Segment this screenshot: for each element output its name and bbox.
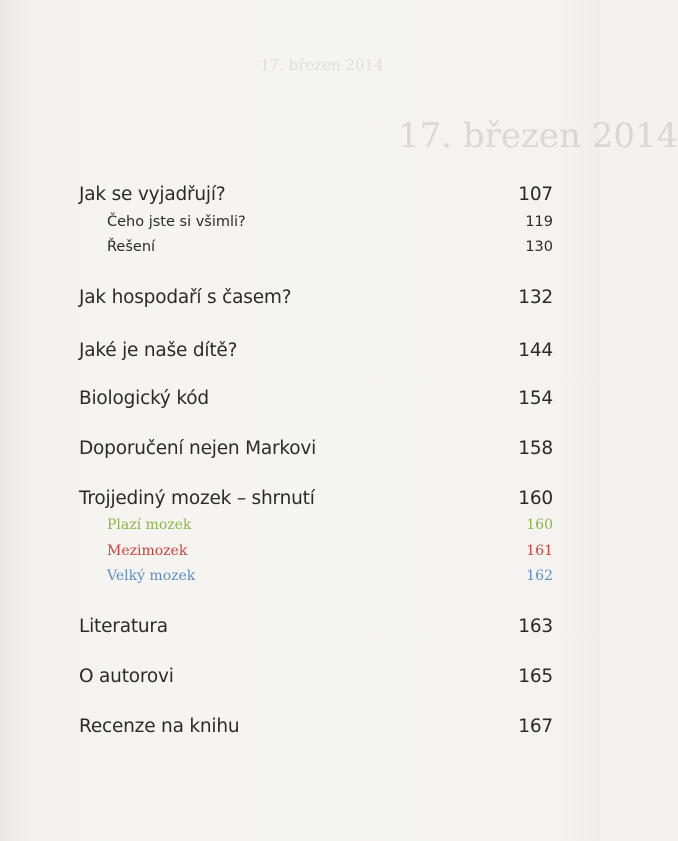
toc-entry [79, 340, 553, 361]
toc-entry-title: Doporučení nejen Markovi [79, 438, 317, 459]
toc-subentry-title: Velký mozek [107, 568, 196, 584]
toc-entry [79, 616, 553, 637]
toc-subentry-midbrain [107, 543, 553, 559]
toc-entry-title: Trojjediný mozek – shrnutí [79, 488, 315, 509]
toc-subentry-title: Mezimozek [107, 543, 188, 559]
toc-entry-page: 154 [518, 388, 553, 409]
toc-entry [79, 184, 553, 205]
toc-subentry-title: Čeho jste si všimli? [107, 214, 246, 230]
toc-subentry [107, 239, 553, 255]
toc-subentry-page: 161 [526, 543, 553, 559]
toc-entry-page: 165 [518, 666, 553, 687]
toc-entry-title: Jaké je naše dítě? [79, 340, 238, 361]
toc-entry [79, 438, 553, 459]
toc-entry-title: Literatura [79, 616, 168, 637]
toc-subentry-page: 130 [525, 239, 553, 255]
toc-entry-page: 132 [518, 287, 553, 308]
bleed-through-title: 17. březen 2014 [398, 116, 678, 156]
toc-entry [79, 287, 553, 308]
toc-entry-page: 144 [518, 340, 553, 361]
toc-entry-title: Biologický kód [79, 388, 209, 409]
toc-entry-page: 160 [518, 488, 553, 509]
toc-entry-page: 163 [518, 616, 553, 637]
toc-entry-title: Recenze na knihu [79, 716, 240, 737]
toc-subentry [107, 214, 553, 230]
toc-subentry-page: 162 [526, 568, 553, 584]
toc-entry-page: 107 [518, 184, 553, 205]
toc-entry [79, 716, 553, 737]
toc-entry [79, 388, 553, 409]
toc-entry [79, 666, 553, 687]
toc-subentry-title: Plazí mozek [107, 517, 192, 533]
toc-entry [79, 488, 553, 509]
toc-entry-page: 158 [518, 438, 553, 459]
toc-entry-page: 167 [518, 716, 553, 737]
toc-entry-title: O autorovi [79, 666, 174, 687]
toc-subentry-page: 119 [525, 214, 553, 230]
bleed-through-header: 17. březen 2014 [260, 56, 384, 74]
toc-subentry-reptile-brain [107, 517, 553, 533]
toc-entry-title: Jak se vyjadřují? [79, 184, 226, 205]
toc-subentry-page: 160 [526, 517, 553, 533]
toc-subentry-big-brain [107, 568, 553, 584]
toc-entry-title: Jak hospodaří s časem? [79, 287, 292, 308]
toc-subentry-title: Řešení [107, 239, 156, 255]
